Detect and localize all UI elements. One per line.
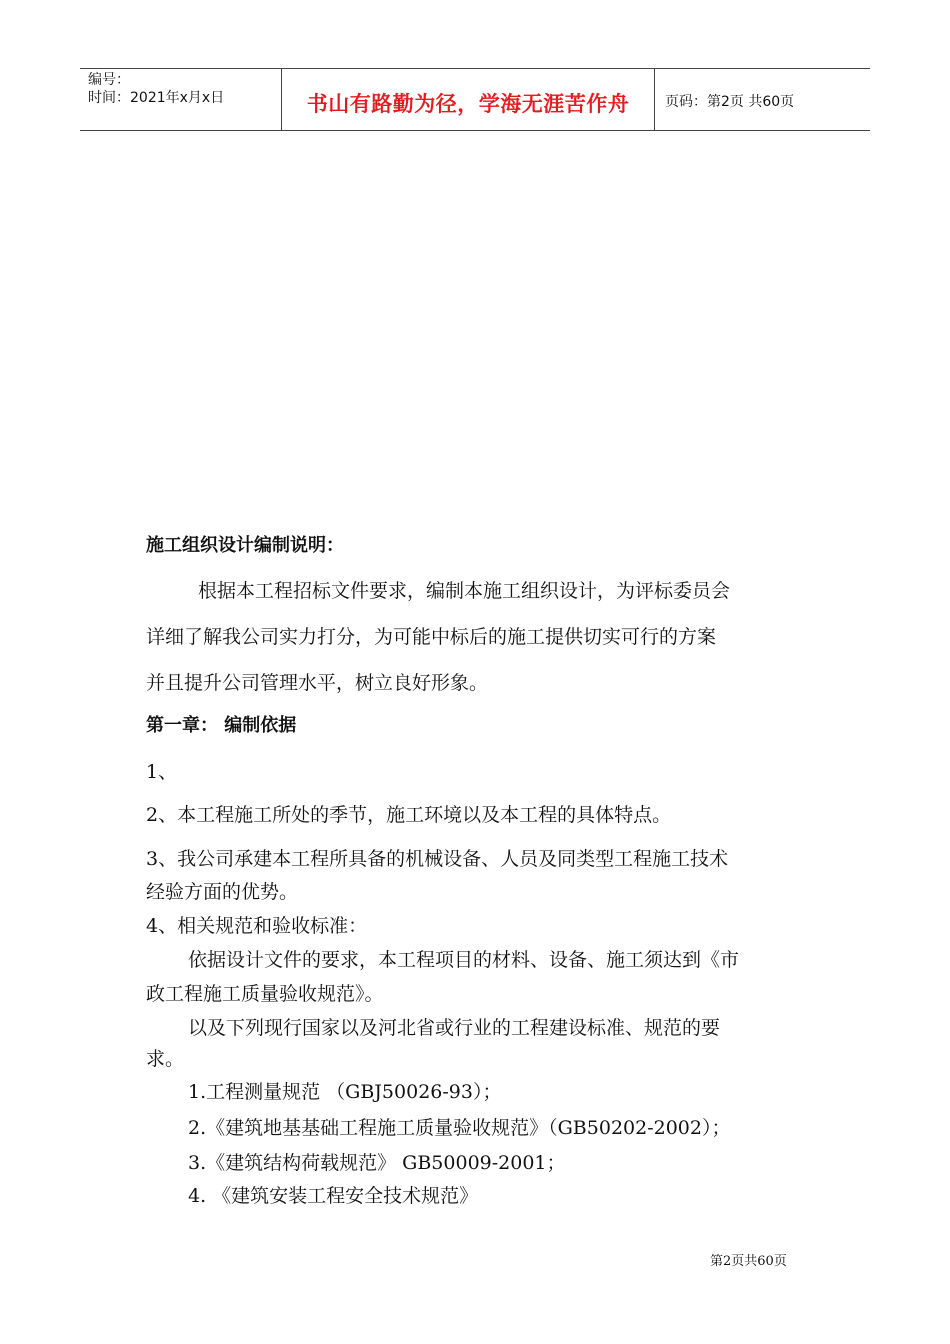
footer-page-number: 第2页共60页 [710, 1254, 787, 1269]
section-title: 施工组织设计编制说明： [146, 535, 344, 556]
page-header [80, 68, 870, 131]
intro-line: 根据本工程招标文件要求，编制本施工组织设计，为评标委员会 [198, 580, 731, 602]
list-item: 3.《建筑结构荷载规范》 GB50009-2001； [188, 1152, 566, 1174]
list-item: 4、相关规范和验收标准： [146, 915, 368, 937]
list-item: 4. 《建筑安装工程安全技术规范》 [188, 1185, 479, 1207]
list-item: 经验方面的优势。 [146, 881, 299, 903]
list-item: 政工程施工质量验收规范》。 [146, 983, 384, 1005]
list-item: 求。 [146, 1048, 185, 1070]
number-label: 编号： [88, 72, 130, 88]
motto-text: 书山有路勤为径，学海无涯苦作舟 [306, 92, 630, 116]
header-page-label: 页码：第2页 共60页 [665, 94, 795, 110]
list-item: 2.《建筑地基基础工程施工质量验收规范》（GB50202-2002）； [188, 1117, 731, 1139]
list-item: 1.工程测量规范 （GBJ50026-93）； [188, 1081, 502, 1103]
intro-line: 详细了解我公司实力打分，为可能中标后的施工提供切实可行的方案 [146, 626, 717, 648]
list-item: 1、 [146, 761, 178, 783]
header-meta [80, 69, 282, 130]
list-item: 以及下列现行国家以及河北省或行业的工程建设标准、规范的要 [188, 1017, 721, 1039]
header-motto-cell [282, 69, 655, 130]
header-page-cell [655, 69, 870, 130]
chapter-title: 第一章： 编制依据 [146, 715, 297, 736]
list-item: 3、我公司承建本工程所具备的机械设备、人员及同类型工程施工技术 [146, 848, 729, 870]
list-item: 2、本工程施工所处的季节，施工环境以及本工程的具体特点。 [146, 804, 672, 826]
time-label: 时间：2021年x月x日 [88, 90, 225, 106]
intro-line: 并且提升公司管理水平，树立良好形象。 [146, 672, 489, 694]
list-item: 依据设计文件的要求，本工程项目的材料、设备、施工须达到《市 [188, 949, 740, 971]
